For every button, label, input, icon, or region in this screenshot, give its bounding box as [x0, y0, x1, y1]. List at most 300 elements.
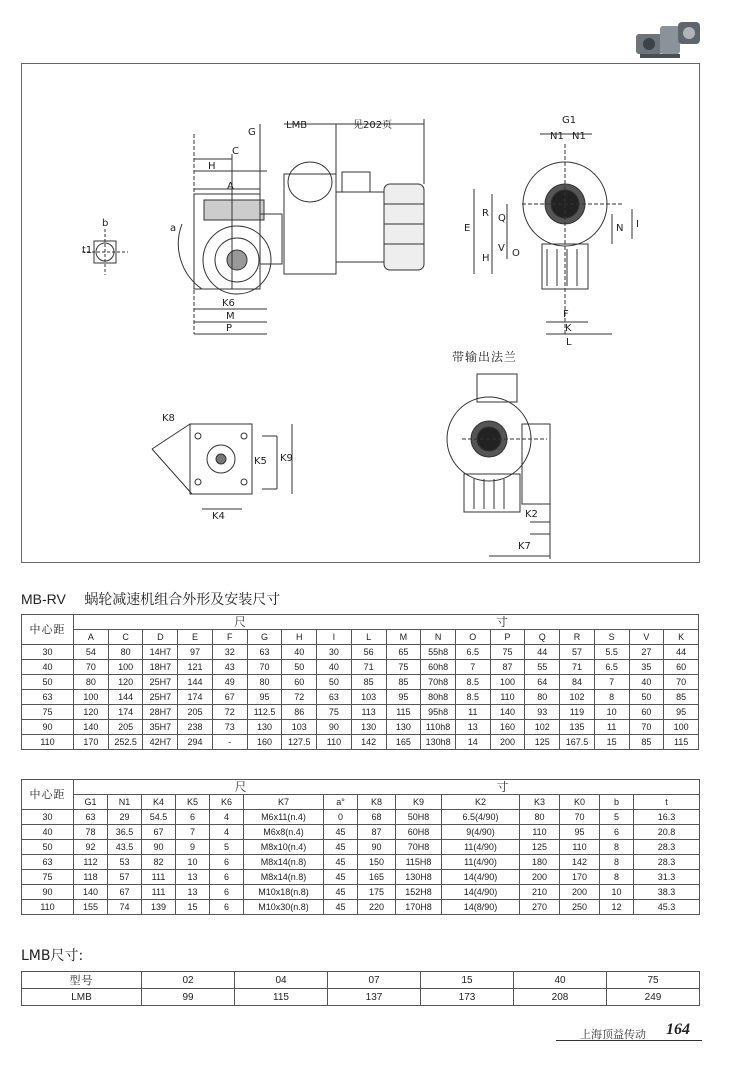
table2-cell: 60H8 — [396, 825, 442, 840]
table1-cell: 100 — [74, 690, 109, 705]
table1-cell: 80 — [525, 690, 560, 705]
table2-cell: 80 — [520, 810, 560, 825]
table2-column-header: K5 — [176, 795, 210, 810]
dim-label-g1: G1 — [562, 115, 577, 126]
table2-cell: 139 — [142, 900, 176, 915]
table1-cell: 5.5 — [594, 645, 629, 660]
table2-cell: 70H8 — [396, 840, 442, 855]
table2-row-label: 30 — [22, 810, 74, 825]
table2-cell: 112 — [74, 855, 108, 870]
table2-table-row — [22, 885, 700, 900]
table2-cell: 7 — [176, 825, 210, 840]
table2-cell: 15 — [176, 900, 210, 915]
table2-cell: 70 — [560, 810, 600, 825]
table2-cell: 142 — [560, 855, 600, 870]
table2-cell: 11(4/90) — [442, 840, 520, 855]
table1-cell: 87 — [490, 660, 525, 675]
dim-label-k9: K9 — [280, 453, 293, 464]
table2-cell: 45 — [324, 900, 358, 915]
table1-cell: 100 — [664, 720, 699, 735]
dim-label-h: H — [208, 161, 216, 172]
lmb-header-label: 型号 — [22, 972, 142, 989]
table1-cell: 252.5 — [108, 735, 143, 750]
table2-cell: 200 — [520, 870, 560, 885]
table1-cell: 70h8 — [421, 675, 456, 690]
table1-cell: 32 — [212, 645, 247, 660]
table1-column-header: I — [317, 630, 352, 645]
table1-cell: 160 — [490, 720, 525, 735]
table2-cell: 150 — [358, 855, 396, 870]
dim-label-k5: K5 — [254, 456, 267, 467]
table2-cell: 140 — [74, 885, 108, 900]
table2-cell: 8 — [600, 840, 634, 855]
table2-cell: 130H8 — [396, 870, 442, 885]
table2-cell: 28.3 — [634, 855, 700, 870]
table1-cell: 72 — [282, 690, 317, 705]
lmb-value-cell: 137 — [328, 989, 421, 1006]
table2-cell: 43.5 — [108, 840, 142, 855]
table2-cell: 67 — [142, 825, 176, 840]
table1-table-row — [22, 720, 699, 735]
table2-column-header: K9 — [396, 795, 442, 810]
table1-cell: 174 — [178, 690, 213, 705]
table1-cell: 130 — [247, 720, 282, 735]
dim-label-v: V — [498, 243, 505, 254]
table2-cell: 45 — [324, 840, 358, 855]
table2-corner-cell: 中心距 — [22, 780, 74, 810]
table2-cell: 10 — [600, 885, 634, 900]
table1-cell: 113 — [351, 705, 386, 720]
table1-cell: 25H7 — [143, 690, 178, 705]
table1-cell: 205 — [178, 705, 213, 720]
table2-cell: 29 — [108, 810, 142, 825]
lmb-value-cell: 115 — [235, 989, 328, 1006]
table1-cell: 127.5 — [282, 735, 317, 750]
table2-cell: 38.3 — [634, 885, 700, 900]
table1-cell: 120 — [74, 705, 109, 720]
table1-row-label: 110 — [22, 735, 74, 750]
dim-label-f: F — [563, 309, 569, 320]
table1-cell: 80 — [74, 675, 109, 690]
table1-cell: 70 — [247, 660, 282, 675]
table2-cell: 125 — [520, 840, 560, 855]
table1-cell: 55 — [525, 660, 560, 675]
table2-cell: 78 — [74, 825, 108, 840]
table2-column-header: K7 — [244, 795, 324, 810]
table1-cell: 200 — [490, 735, 525, 750]
table2-cell: 270 — [520, 900, 560, 915]
table1-cell: 102 — [525, 720, 560, 735]
table1-cell: 6.5 — [455, 645, 490, 660]
table1-cell: 70 — [629, 720, 664, 735]
table1-cell: 85 — [629, 735, 664, 750]
table1-table-row — [22, 660, 699, 675]
table1-corner-cell: 中心距 — [22, 615, 74, 645]
table2-row-label: 50 — [22, 840, 74, 855]
table1-cell: 165 — [386, 735, 421, 750]
table2-cell: 68 — [358, 810, 396, 825]
table2-cell: M8x14(n.8) — [244, 855, 324, 870]
lmb-model-cell: 15 — [421, 972, 514, 989]
table1-cell: 60 — [629, 705, 664, 720]
table1-cell: 60 — [282, 675, 317, 690]
table2-cell: 74 — [108, 900, 142, 915]
dim-label-g: G — [248, 127, 256, 138]
dim-label-n: N — [616, 223, 624, 234]
table1-cell: 174 — [108, 705, 143, 720]
footer-company: 上海顶益传动 — [580, 1028, 646, 1041]
table1-size-span — [74, 615, 699, 630]
table1-cell: 49 — [212, 675, 247, 690]
table1-cell: 54 — [74, 645, 109, 660]
table2-cell: 6.5(4/90) — [442, 810, 520, 825]
table2-cell: 165 — [358, 870, 396, 885]
table2-cell: 90 — [358, 840, 396, 855]
lmb-header-row — [22, 972, 700, 989]
dim-label-p: P — [226, 323, 233, 334]
table1-cell: 15 — [594, 735, 629, 750]
table2-cell: 9(4/90) — [442, 825, 520, 840]
table1-cell: 25H7 — [143, 675, 178, 690]
table1-cell: 8.5 — [455, 675, 490, 690]
table2-column-header: t — [634, 795, 700, 810]
table2-cell: 45 — [324, 870, 358, 885]
section-code: MB-RV — [21, 591, 66, 607]
table2-row-label: 75 — [22, 870, 74, 885]
dim-label-k: K — [565, 323, 572, 334]
table1-cell: 60h8 — [421, 660, 456, 675]
dim-label-a: A — [227, 181, 234, 192]
table1-cell: 35H7 — [143, 720, 178, 735]
table1-cell: 43 — [212, 660, 247, 675]
table2-table-row — [22, 840, 700, 855]
table1-cell: 97 — [178, 645, 213, 660]
table1-cell: 64 — [525, 675, 560, 690]
table1-row-label: 40 — [22, 660, 74, 675]
table1-column-header: Q — [525, 630, 560, 645]
table1-cell: 121 — [178, 660, 213, 675]
table2-cell: 54.5 — [142, 810, 176, 825]
table2-size-char-left: 尺 — [234, 779, 247, 794]
table1-cell: 125 — [525, 735, 560, 750]
table2-size-char-right: 寸 — [496, 779, 509, 794]
table2-column-header: K0 — [560, 795, 600, 810]
table1-cell: 93 — [525, 705, 560, 720]
table2-column-header: K4 — [142, 795, 176, 810]
lmb-value-row — [22, 989, 700, 1006]
table1-cell: 60 — [664, 660, 699, 675]
table1-cell: 71 — [351, 660, 386, 675]
table1-cell: 100 — [490, 675, 525, 690]
table1-cell: 44 — [525, 645, 560, 660]
table2-cell: M8x14(n.8) — [244, 870, 324, 885]
table2-cell: 12 — [600, 900, 634, 915]
table1-cell: 80 — [108, 645, 143, 660]
dim-label-h-right: H — [482, 253, 490, 264]
table1-cell: 115 — [386, 705, 421, 720]
table1-column-header: P — [490, 630, 525, 645]
table1-cell: 11 — [594, 720, 629, 735]
table2-cell: 4 — [210, 825, 244, 840]
table1-cell: 119 — [560, 705, 595, 720]
table1-cell: 70 — [74, 660, 109, 675]
table1-cell: 40 — [629, 675, 664, 690]
table2-table-row — [22, 810, 700, 825]
table2-table-row — [22, 825, 700, 840]
table1-column-header: L — [351, 630, 386, 645]
table1-cell: 110h8 — [421, 720, 456, 735]
table2-cell: 9 — [176, 840, 210, 855]
lmb-row-label: LMB — [22, 989, 142, 1006]
lmb-model-cell: 02 — [142, 972, 235, 989]
table1-cell: 75 — [317, 705, 352, 720]
table1-cell: 115 — [664, 735, 699, 750]
table1-column-header: E — [178, 630, 213, 645]
table2-cell: 20.8 — [634, 825, 700, 840]
page-footer — [556, 1022, 702, 1044]
table2-cell: 200 — [560, 885, 600, 900]
table1-column-header: K — [664, 630, 699, 645]
table1-cell: 85 — [351, 675, 386, 690]
table2-cell: 14(4/90) — [442, 870, 520, 885]
table1-cell: 103 — [282, 720, 317, 735]
table1-cell: 130 — [386, 720, 421, 735]
table2-row-label: 110 — [22, 900, 74, 915]
table2-cell: 8 — [600, 855, 634, 870]
table1-cell: - — [212, 735, 247, 750]
table1-cell: 57 — [560, 645, 595, 660]
dim-label-i: I — [636, 219, 639, 230]
table1-column-header: V — [629, 630, 664, 645]
table1-column-header-row — [22, 630, 699, 645]
table2-column-header: b — [600, 795, 634, 810]
flange-title: 带输出法兰 — [452, 350, 518, 364]
table2-header-span-row — [22, 780, 700, 795]
table2-cell: 6 — [210, 900, 244, 915]
table1-cell: 72 — [212, 705, 247, 720]
lmb-model-cell: 07 — [328, 972, 421, 989]
table2-cell: 110 — [520, 825, 560, 840]
table1-row-label: 63 — [22, 690, 74, 705]
table2-cell: 45 — [324, 855, 358, 870]
table1-column-header: N — [421, 630, 456, 645]
table1-row-label: 75 — [22, 705, 74, 720]
dimension-table-1 — [21, 614, 699, 750]
table2-column-header: a° — [324, 795, 358, 810]
table2-cell: 53 — [108, 855, 142, 870]
table1-cell: 50 — [317, 675, 352, 690]
table1-cell: 71 — [560, 660, 595, 675]
table2-cell: M10x30(n.8) — [244, 900, 324, 915]
table1-cell: 84 — [560, 675, 595, 690]
table1-cell: 167.5 — [560, 735, 595, 750]
table2-cell: 13 — [176, 885, 210, 900]
table1-cell: 35 — [629, 660, 664, 675]
table2-column-header: K3 — [520, 795, 560, 810]
table1-cell: 144 — [178, 675, 213, 690]
table1-row-label: 90 — [22, 720, 74, 735]
table2-cell: 0 — [324, 810, 358, 825]
table2-cell: 6 — [210, 885, 244, 900]
table2-cell: 220 — [358, 900, 396, 915]
table2-cell: 152H8 — [396, 885, 442, 900]
table2-cell: 170 — [560, 870, 600, 885]
table1-cell: 50 — [629, 690, 664, 705]
table2-cell: 57 — [108, 870, 142, 885]
drawing-lines — [22, 64, 701, 564]
dim-label-t1: t1 — [82, 245, 93, 256]
table1-cell: 85 — [386, 675, 421, 690]
table2-cell: 50H8 — [396, 810, 442, 825]
table2-cell: M6x11(n.4) — [244, 810, 324, 825]
table2-cell: 6 — [210, 855, 244, 870]
table1-cell: 65 — [386, 645, 421, 660]
table2-table-row — [22, 870, 700, 885]
table1-cell: 95h8 — [421, 705, 456, 720]
table1-table-row — [22, 705, 699, 720]
table1-cell: 95 — [386, 690, 421, 705]
dim-label-c: C — [232, 146, 239, 157]
dim-label-o: O — [512, 248, 520, 259]
table1-cell: 75 — [490, 645, 525, 660]
table1-cell: 70 — [664, 675, 699, 690]
table2-cell: 8 — [600, 870, 634, 885]
table2-cell: 67 — [108, 885, 142, 900]
table1-cell: 7 — [455, 660, 490, 675]
table1-row-label: 30 — [22, 645, 74, 660]
table2-cell: 90 — [142, 840, 176, 855]
lmb-model-cell: 75 — [607, 972, 700, 989]
dim-label-r: R — [482, 208, 489, 219]
table1-table-row — [22, 735, 699, 750]
table1-cell: 294 — [178, 735, 213, 750]
table1-column-header: H — [282, 630, 317, 645]
lmb-value-cell: 99 — [142, 989, 235, 1006]
lmb-title: LMB尺寸: — [21, 948, 84, 964]
table2-cell: 115H8 — [396, 855, 442, 870]
table2-cell: 155 — [74, 900, 108, 915]
table2-cell: 175 — [358, 885, 396, 900]
table1-cell: 140 — [74, 720, 109, 735]
table1-cell: 103 — [351, 690, 386, 705]
dim-label-n1-left: N1 — [550, 131, 564, 142]
footer-rule — [556, 1040, 702, 1041]
table1-cell: 14 — [455, 735, 490, 750]
table2-cell: 5 — [600, 810, 634, 825]
table2-cell: 45 — [324, 825, 358, 840]
lmb-value-cell: 208 — [514, 989, 607, 1006]
table2-cell: 6 — [210, 870, 244, 885]
table1-cell: 90 — [317, 720, 352, 735]
table2-cell: M8x10(n.4) — [244, 840, 324, 855]
table1-cell: 30 — [317, 645, 352, 660]
table1-column-header: S — [594, 630, 629, 645]
table2-cell: 14(4/90) — [442, 885, 520, 900]
gearbox-logo-icon — [632, 16, 704, 62]
table1-cell: 6.5 — [594, 660, 629, 675]
table2-column-header: N1 — [108, 795, 142, 810]
table2-cell: 10 — [176, 855, 210, 870]
section-heading: 蜗轮减速机组合外形及安装尺寸 — [84, 592, 281, 608]
table2-cell: 5 — [210, 840, 244, 855]
table1-column-header: R — [560, 630, 595, 645]
table1-cell: 80h8 — [421, 690, 456, 705]
table2-cell: 92 — [74, 840, 108, 855]
dim-label-e: E — [464, 223, 471, 234]
table1-header-span-row — [22, 615, 699, 630]
table1-table-row — [22, 645, 699, 660]
table1-cell: 56 — [351, 645, 386, 660]
dim-label-k6: K6 — [222, 298, 235, 309]
table1-column-header: O — [455, 630, 490, 645]
table1-cell: 10 — [594, 705, 629, 720]
table1-cell: 100 — [108, 660, 143, 675]
table1-table-row — [22, 675, 699, 690]
table1-cell: 44 — [664, 645, 699, 660]
dim-label-k4: K4 — [212, 511, 225, 522]
table2-cell: 28.3 — [634, 840, 700, 855]
dim-label-m: M — [226, 311, 235, 322]
table1-cell: 63 — [317, 690, 352, 705]
table1-cell: 8 — [594, 690, 629, 705]
table2-cell: 6 — [600, 825, 634, 840]
table1-cell: 18H7 — [143, 660, 178, 675]
table2-column-header: K8 — [358, 795, 396, 810]
table1-cell: 95 — [664, 705, 699, 720]
table1-cell: 50 — [282, 660, 317, 675]
table1-cell: 42H7 — [143, 735, 178, 750]
dim-label-k8: K8 — [162, 413, 175, 424]
table1-column-header: G — [247, 630, 282, 645]
table1-size-char-left: 尺 — [234, 614, 247, 629]
table2-row-label: 40 — [22, 825, 74, 840]
table1-row-label: 50 — [22, 675, 74, 690]
dim-label-l: L — [566, 337, 572, 348]
table1-cell: 135 — [560, 720, 595, 735]
table2-cell: 45 — [324, 885, 358, 900]
table1-cell: 63 — [247, 645, 282, 660]
lmb-model-cell: 40 — [514, 972, 607, 989]
table1-cell: 170 — [74, 735, 109, 750]
table1-cell: 75 — [386, 660, 421, 675]
table2-row-label: 90 — [22, 885, 74, 900]
table1-table-row — [22, 690, 699, 705]
table2-table-row — [22, 900, 700, 915]
table1-cell: 86 — [282, 705, 317, 720]
table2-cell: 180 — [520, 855, 560, 870]
table1-cell: 8.5 — [455, 690, 490, 705]
dim-label-k2: K2 — [525, 509, 538, 520]
table1-column-header: M — [386, 630, 421, 645]
table2-column-header: K6 — [210, 795, 244, 810]
table1-cell: 13 — [455, 720, 490, 735]
dim-label-see-page: 见202页 — [353, 120, 393, 131]
table1-cell: 160 — [247, 735, 282, 750]
table2-cell: 16.3 — [634, 810, 700, 825]
table2-cell: 45.3 — [634, 900, 700, 915]
table1-cell: 112.5 — [247, 705, 282, 720]
table2-cell: 250 — [560, 900, 600, 915]
table1-cell: 7 — [594, 675, 629, 690]
dimension-table-2 — [21, 779, 700, 915]
table1-cell: 238 — [178, 720, 213, 735]
technical-drawing — [21, 63, 700, 563]
table2-column-header-row — [22, 795, 700, 810]
table1-column-header: F — [212, 630, 247, 645]
table2-cell: M10x18(n.8) — [244, 885, 324, 900]
table1-cell: 28H7 — [143, 705, 178, 720]
table2-column-header: G1 — [74, 795, 108, 810]
